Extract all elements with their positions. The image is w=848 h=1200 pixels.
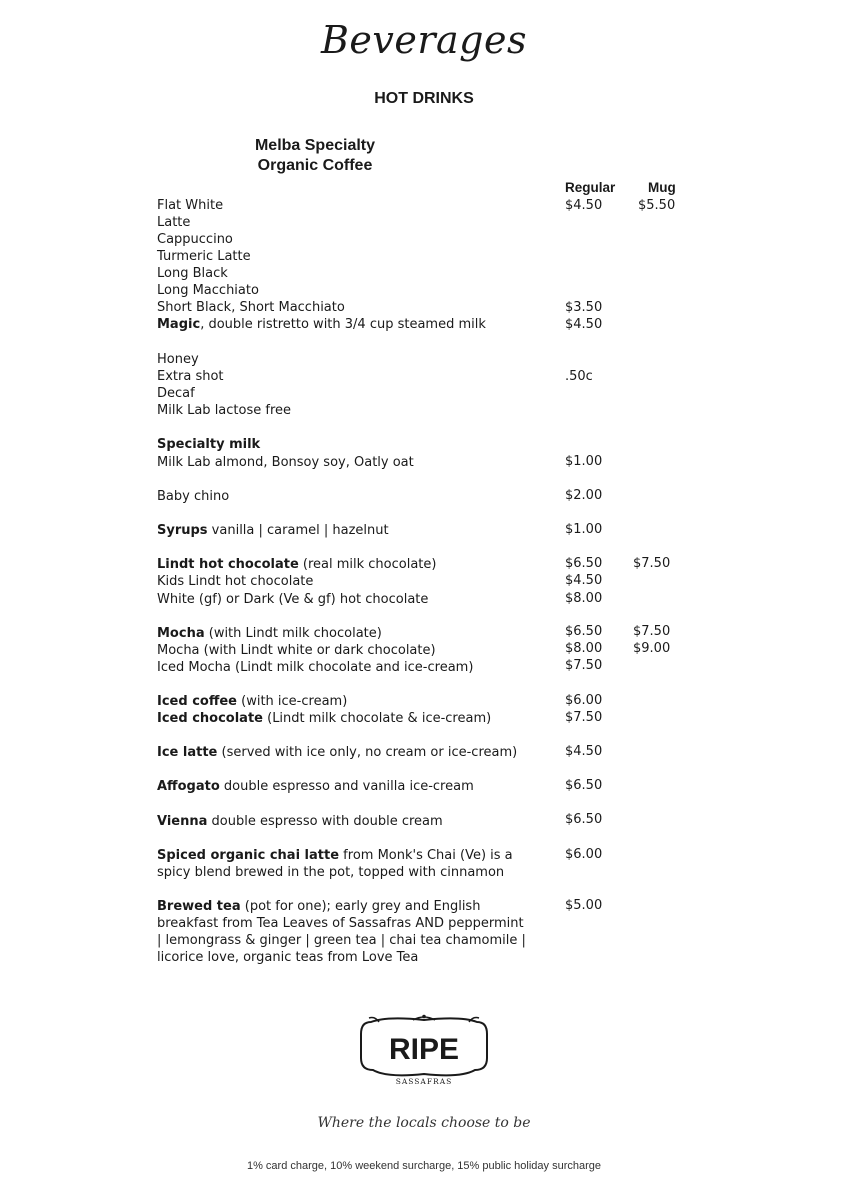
- item-lindt: [157, 556, 436, 573]
- item-decaf: Decaf: [157, 386, 195, 401]
- price-baby-chino: $2.00: [565, 488, 603, 503]
- price-magic: $4.50: [565, 317, 603, 332]
- item-kids-lindt: Kids Lindt hot chocolate: [157, 574, 314, 589]
- price-syrups: $1.00: [565, 522, 603, 537]
- column-header-mug: Mug: [648, 180, 676, 195]
- price-affogato: $6.50: [565, 778, 603, 793]
- item-ice-latte-name: Ice latte: [157, 745, 218, 760]
- item-syrups: [157, 522, 389, 539]
- item-vienna-name: Vienna: [157, 814, 208, 829]
- price-specialty-milk: $1.00: [565, 454, 603, 469]
- item-iced-chocolate: [157, 710, 491, 727]
- price-mocha-mug: $7.50: [633, 624, 671, 639]
- coffee-title-line-2: Organic Coffee: [257, 157, 373, 174]
- item-ice-latte-desc: (served with ice only, no cream or ice-cream): [217, 745, 518, 760]
- price-kids-lindt: $4.50: [565, 573, 603, 588]
- price-iced-mocha: $7.50: [565, 658, 603, 673]
- item-iced-chocolate-desc: (Lindt milk chocolate & ice-cream): [262, 711, 492, 726]
- item-magic-name: Magic: [157, 317, 201, 332]
- item-iced-mocha: Iced Mocha (Lindt milk chocolate and ice-cream): [157, 660, 474, 675]
- item-lindt-desc: (real milk chocolate): [298, 557, 437, 572]
- surcharge-footer: 1% card charge, 10% weekend surcharge, 15% public holiday surcharge: [246, 1160, 602, 1172]
- item-flat-white: Flat White: [157, 198, 224, 213]
- price-mocha-white-regular: $8.00: [565, 641, 603, 656]
- item-milk-lab: Milk Lab lactose free: [157, 403, 292, 418]
- item-honey: Honey: [157, 352, 199, 367]
- item-iced-chocolate-name: Iced chocolate: [157, 711, 263, 726]
- script-title: Beverages: [320, 18, 527, 62]
- item-chai-desc: from Monk's Chai (Ve) is a spicy blend brewed in the pot, topped with cinnamon: [157, 848, 513, 880]
- item-brewed-tea: [157, 898, 529, 966]
- price-ice-latte: $4.50: [565, 744, 603, 759]
- item-affogato-desc: double espresso and vanilla ice-cream: [219, 779, 474, 794]
- item-mocha-white: Mocha (with Lindt white or dark chocolate): [157, 643, 436, 658]
- item-baby-chino: Baby chino: [157, 489, 230, 504]
- item-long-macchiato: Long Macchiato: [157, 283, 259, 298]
- section-title: HOT DRINKS: [374, 90, 474, 107]
- specialty-milk-label: Specialty milk: [157, 437, 261, 452]
- price-lindt-mug: $7.50: [633, 556, 671, 571]
- item-affogato: [157, 778, 474, 795]
- price-mocha-regular: $6.50: [565, 624, 603, 639]
- item-magic: [157, 316, 486, 333]
- coffee-title-line-1: Melba Specialty: [254, 137, 376, 154]
- item-specialty-milk-options: Milk Lab almond, Bonsoy soy, Oatly oat: [157, 455, 414, 470]
- price-iced-chocolate: $7.50: [565, 710, 603, 725]
- item-iced-coffee: [157, 693, 347, 710]
- price-short-black: $3.50: [565, 300, 603, 315]
- item-chai: [157, 847, 537, 881]
- price-mocha-white-mug: $9.00: [633, 641, 671, 656]
- item-lindt-name: Lindt hot chocolate: [157, 557, 299, 572]
- item-mocha-desc: (with Lindt milk chocolate): [204, 626, 382, 641]
- item-extra-shot: Extra shot: [157, 369, 224, 384]
- item-vienna-desc: double espresso with double cream: [207, 814, 443, 829]
- item-white-dark: White (gf) or Dark (Ve & gf) hot chocolate: [157, 592, 429, 607]
- item-chai-name: Spiced organic chai latte: [157, 848, 340, 863]
- price-vienna: $6.50: [565, 812, 603, 827]
- ripe-logo-frame: [357, 1014, 491, 1084]
- ripe-logo: [357, 1014, 491, 1084]
- item-syrups-name: Syrups: [157, 523, 208, 538]
- item-syrups-desc: vanilla | caramel | hazelnut: [207, 523, 389, 538]
- column-header-regular: Regular: [565, 180, 616, 195]
- price-chai: $6.00: [565, 847, 603, 862]
- item-long-black: Long Black: [157, 266, 228, 281]
- item-affogato-name: Affogato: [157, 779, 220, 794]
- tagline: Where the locals choose to be: [317, 1115, 531, 1131]
- item-ice-latte: [157, 744, 517, 761]
- item-short-black: Short Black, Short Macchiato: [157, 300, 345, 315]
- item-mocha: [157, 625, 382, 642]
- item-iced-coffee-desc: (with ice-cream): [237, 694, 348, 709]
- price-brewed-tea: $5.00: [565, 898, 603, 913]
- price-iced-coffee: $6.00: [565, 693, 603, 708]
- item-latte: Latte: [157, 215, 191, 230]
- price-flat-white-mug: $5.50: [638, 198, 676, 213]
- item-brewed-tea-desc: (pot for one); early grey and English breakfast from Tea Leaves of Sassafras AND peppermint | lemongrass & ginger | green tea | chai tea chamomile | licorice love, organic teas from Love Tea: [157, 899, 526, 965]
- price-white-dark: $8.00: [565, 591, 603, 606]
- item-specialty-milk-heading: [157, 436, 260, 453]
- item-iced-coffee-name: Iced coffee: [157, 694, 237, 709]
- item-cappuccino: Cappuccino: [157, 232, 233, 247]
- logo-sub: SASSAFRAS: [395, 1077, 453, 1084]
- item-brewed-tea-name: Brewed tea: [157, 899, 241, 914]
- price-flat-white-regular: $4.50: [565, 198, 603, 213]
- price-lindt-regular: $6.50: [565, 556, 603, 571]
- item-turmeric-latte: Turmeric Latte: [157, 249, 251, 264]
- item-mocha-name: Mocha: [157, 626, 205, 641]
- item-magic-desc: , double ristretto with 3/4 cup steamed milk: [200, 317, 486, 332]
- price-extra-shot: .50c: [565, 369, 593, 384]
- logo-brand: RIPE: [388, 1033, 460, 1066]
- item-vienna: [157, 813, 443, 830]
